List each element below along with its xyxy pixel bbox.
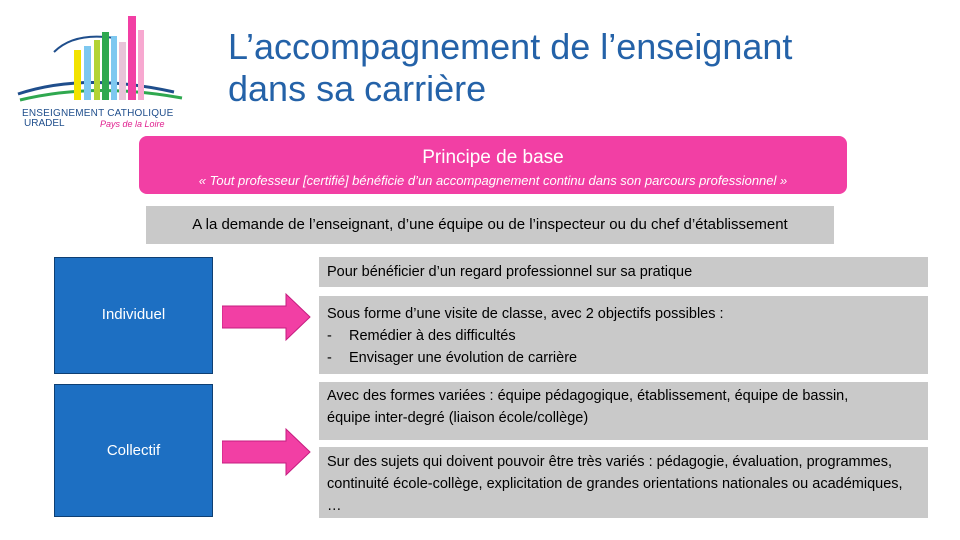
collectif-label: Collectif: [106, 442, 161, 459]
individuel-box: [54, 257, 213, 374]
principe-banner: [139, 136, 847, 194]
arrow-right-icon: [222, 427, 312, 477]
formes-text: Avec des formes variées : équipe pédagogique, établissement, équipe de bassin, équipe inter-degré (liaison école/collège): [327, 388, 849, 426]
demande-box: A la demande de l’enseignant, d’une équipe ou de l’inspecteur ou du chef d’établissement: [146, 206, 834, 244]
logo-region: Pays de la Loire: [100, 119, 165, 129]
visite-item-1: Remédier à des difficultés: [349, 328, 516, 344]
regard-box: [319, 257, 928, 287]
page-title-line2: dans sa carrière: [228, 68, 487, 109]
page-title: [228, 26, 928, 110]
arrow-right-icon: [222, 292, 312, 342]
individuel-label: Individuel: [101, 306, 166, 323]
sujets-text: Sur des sujets qui doivent pouvoir être très variés : pédagogie, évaluation, programmes, continuité école-collège, explicitation de grandes orientations nationales ou académiques, …: [327, 454, 903, 514]
regard-text: Pour bénéficier d’un regard professionnel sur sa pratique: [327, 264, 693, 280]
visite-intro: Sous forme d’une visite de classe, avec 2 objectifs possibles :: [327, 306, 724, 322]
principe-heading: Principe de base: [422, 147, 564, 168]
formes-box: [319, 382, 928, 440]
visite-box: [319, 296, 928, 374]
logo-graphic: [14, 12, 190, 112]
principe-quote: « Tout professeur [certifié] bénéficie d’un accompagnement continu dans son parcours professionnel »: [198, 173, 788, 188]
collectif-box: [54, 384, 213, 517]
list-item: - Envisager une évolution de carrière: [327, 347, 928, 369]
logo-org-name: ENSEIGNEMENT CATHOLIQUE: [22, 108, 174, 119]
page-title-line1: L’accompagnement de l’enseignant: [228, 26, 793, 67]
logo: [14, 12, 190, 130]
list-item: - Remédier à des difficultés: [327, 325, 928, 347]
logo-uradel: URADEL: [24, 118, 65, 129]
sujets-box: [319, 447, 928, 518]
visite-item-2: Envisager une évolution de carrière: [349, 350, 578, 366]
